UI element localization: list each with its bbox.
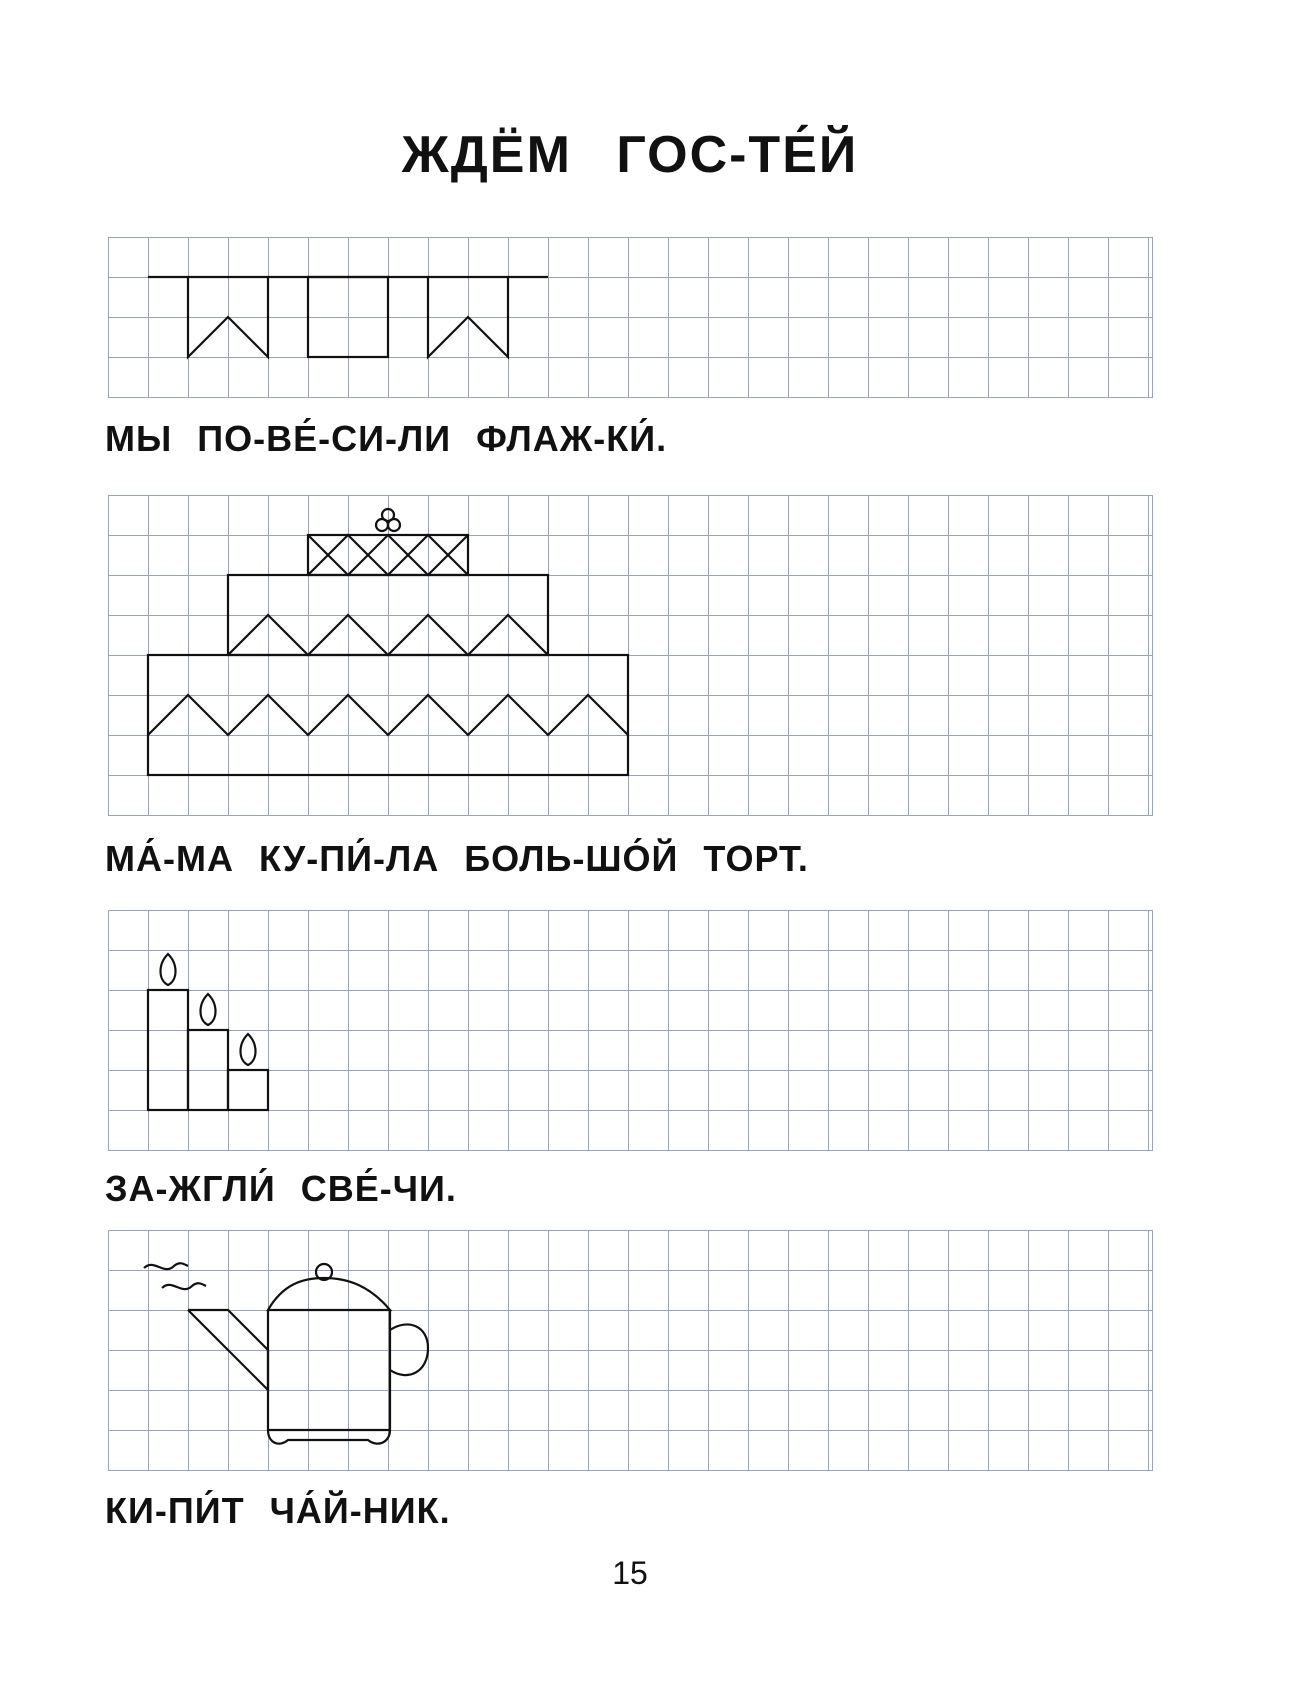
- grid-teapot: [108, 1230, 1153, 1471]
- caption-flags: МЫ ПО-ВЕ́-СИ-ЛИ ФЛАЖ-КИ́.: [105, 418, 668, 459]
- candle-3: [228, 1070, 268, 1110]
- cake-ball: [382, 509, 394, 521]
- grid-flags: [108, 237, 1153, 398]
- candles-drawing: [108, 910, 1153, 1151]
- flag-2: [308, 277, 388, 357]
- grid-cake: [108, 495, 1153, 816]
- flags-drawing: [108, 237, 1153, 398]
- teapot-handle: [390, 1324, 428, 1375]
- candle-2: [188, 1030, 228, 1110]
- cake-top-tier: [308, 535, 468, 575]
- steam-2: [162, 1283, 206, 1289]
- page-number: 15: [612, 1555, 648, 1591]
- flame-1: [161, 954, 176, 985]
- page-title: ЖДЁМ ГОС-ТЕ́Й: [401, 126, 859, 184]
- cake-drawing: [108, 495, 1153, 816]
- grid-candles: [108, 910, 1153, 1151]
- caption-candles: ЗА-ЖГЛИ́ СВЕ́-ЧИ.: [105, 1168, 457, 1209]
- flame-3: [241, 1034, 256, 1065]
- teapot-body: [268, 1310, 390, 1444]
- cake-bottom-tier: [148, 655, 628, 775]
- flag-1: [188, 277, 268, 357]
- caption-cake: МА́-МА КУ-ПИ́-ЛА БОЛЬ-ШО́Й ТОРТ.: [105, 838, 809, 879]
- candle-1: [148, 990, 188, 1110]
- teapot-drawing: [108, 1230, 1153, 1471]
- steam-1: [144, 1263, 188, 1269]
- teapot-spout: [188, 1310, 268, 1390]
- flame-2: [201, 994, 216, 1025]
- caption-teapot: КИ-ПИ́Т ЧА́Й-НИК.: [105, 1490, 451, 1531]
- cake-middle-tier: [228, 575, 548, 655]
- teapot-lid: [268, 1278, 390, 1310]
- flag-3: [428, 277, 508, 357]
